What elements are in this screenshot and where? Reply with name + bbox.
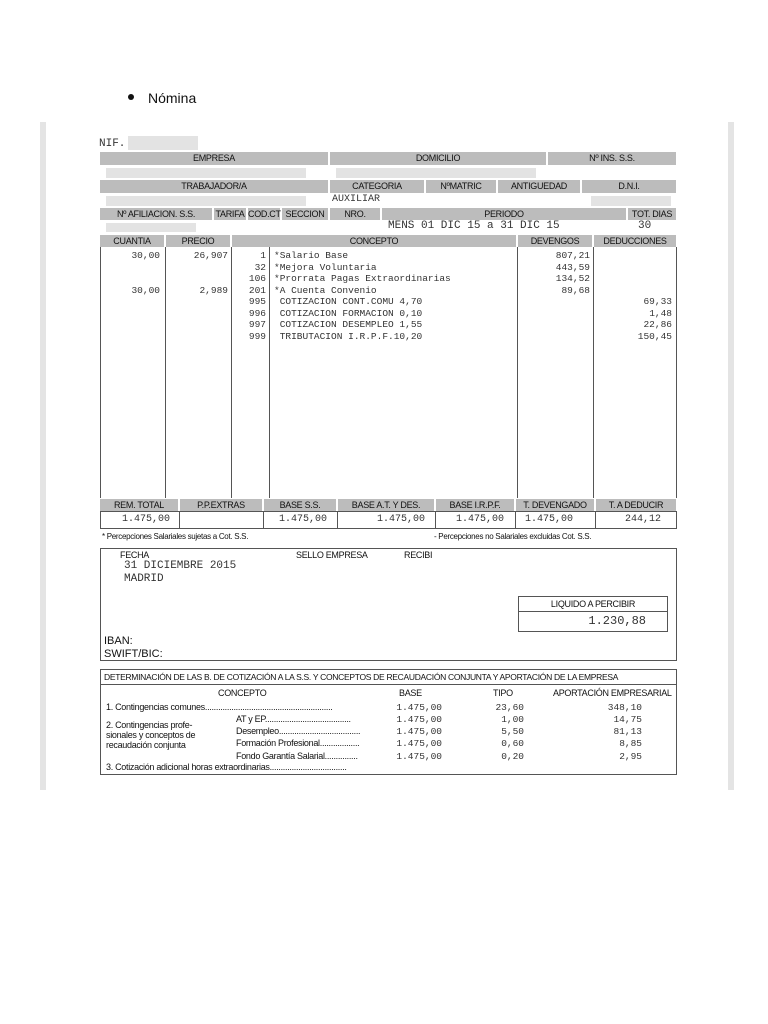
header-afiliacion: Nº AFILIACION. S.S. [100, 208, 212, 220]
row-cuantia: 30,00 [131, 284, 160, 296]
bullet-dot [128, 94, 134, 100]
header-tarifa: TARIFA [215, 209, 245, 219]
header-domicilio: DOMICILIO [330, 152, 546, 165]
tot-t-deducir: T. A DEDUCIR [596, 499, 676, 511]
table-row [100, 319, 677, 331]
header-matric: NºMATRIC [426, 180, 496, 193]
col-devengos: DEVENGOS [518, 235, 592, 247]
header-periodo: PERIODO [382, 208, 626, 220]
header-dni: D.N.I. [582, 180, 676, 193]
tot-pp-extras: P.P.EXTRAS [180, 499, 262, 511]
bullet-item [128, 90, 196, 106]
fecha-label: FECHA [120, 550, 150, 560]
table-row [100, 250, 677, 262]
row-concepto: *Mejora Voluntaria [274, 261, 377, 273]
recibi-label: RECIBI [404, 550, 433, 560]
payslip-scan [40, 122, 734, 790]
grid-line [435, 511, 436, 529]
cot-row-tipo: 0,20 [501, 751, 524, 762]
cot-item3: 3. Cotización adicional horas extraordinarias................................... [106, 762, 347, 772]
row-concepto: *Salario Base [274, 250, 349, 261]
grid-line [595, 511, 596, 529]
cot-row-base: 1.475,00 [396, 738, 442, 749]
row-concepto: *A Cuenta Convenio [274, 284, 377, 296]
cot-row-aport: 14,75 [613, 714, 642, 725]
row-devengos: 134,52 [555, 273, 590, 284]
grid-line [179, 511, 180, 529]
header-antiguedad: ANTIGUEDAD [498, 180, 580, 193]
col-precio: PRECIO [166, 235, 230, 247]
dni-redacted [591, 196, 671, 206]
tot-rem-total: REM. TOTAL [100, 499, 178, 511]
tot-base-irpf: BASE I.R.P.F. [436, 499, 514, 511]
tot-base-at: BASE A.T. Y DES. [338, 499, 434, 511]
liquido-value: 1.230,88 [588, 614, 646, 628]
cot-h-base: BASE [399, 688, 422, 698]
row-devengos: 89,68 [561, 284, 590, 296]
row-deducciones: 150,45 [637, 330, 672, 342]
header-categoria: CATEGORIA [330, 180, 424, 193]
row-deducciones: 22,86 [643, 319, 672, 330]
row-code: 997 [248, 319, 266, 330]
base-irpf-value: 1.475,00 [456, 514, 505, 525]
row-code: 201 [248, 284, 266, 296]
iban-label: IBAN: [104, 635, 133, 647]
cot-row-tipo: 0,60 [501, 738, 524, 749]
cot-sub-desempleo: Desempleo..................................... [236, 726, 361, 736]
cot-row-tipo: 5,50 [501, 726, 524, 737]
nif-label: NIF. [99, 138, 126, 150]
cot-row-base: 1.475,00 [396, 702, 442, 713]
note-no-salariales: - Percepciones no Salariales excluidas Cot. S.S. [434, 532, 592, 541]
table-row [100, 285, 677, 297]
cot-row-tipo: 1,00 [501, 714, 524, 725]
afiliacion-redacted [106, 223, 196, 232]
row-code: 1 [260, 250, 266, 261]
grid-line [515, 511, 516, 529]
table-row [100, 308, 677, 320]
cot-item2c: recaudación conjunta [106, 740, 186, 750]
grid-line [263, 511, 264, 529]
cot-sub-at: AT y EP....................................... [236, 714, 351, 724]
header-empresa: EMPRESA [100, 152, 328, 165]
domicilio-redacted [336, 168, 536, 178]
row-deducciones: 69,33 [643, 296, 672, 307]
rem-total-value: 1.475,00 [122, 514, 171, 525]
row-precio: 26,907 [193, 250, 228, 261]
row-code: 996 [248, 307, 266, 319]
row-code: 106 [248, 273, 266, 284]
col-cuantia: CUANTIA [100, 235, 164, 247]
periodo-value: MENS 01 DIC 15 a 31 DIC 15 [388, 220, 560, 232]
empresa-redacted [106, 168, 306, 178]
cot-h-aport: APORTACIÓN EMPRESARIAL [553, 688, 672, 698]
row-concepto: *Prorrata Pagas Extraordinarias [274, 273, 451, 284]
cot-row-aport: 8,85 [619, 738, 642, 749]
row-concepto: COTIZACION CONT.COMU 4,70 [274, 296, 423, 307]
cot-row-aport: 81,13 [613, 726, 642, 737]
row-deducciones: 1,48 [649, 307, 672, 319]
liquido-label: LIQUIDO A PERCIBIR [550, 599, 636, 609]
col-deducciones: DEDUCCIONES [594, 235, 676, 247]
row-code: 995 [248, 296, 266, 307]
cot-row-base: 1.475,00 [396, 726, 442, 737]
fecha-value: 31 DICIEMBRE 2015 [124, 560, 237, 572]
col-concepto: CONCEPTO [232, 235, 516, 247]
lugar-value: MADRID [124, 573, 164, 585]
row-cuantia: 30,00 [131, 250, 160, 261]
row-devengos: 443,59 [555, 261, 590, 273]
cot-h-tipo: TIPO [493, 688, 513, 698]
header-cod-ct: COD.CT [248, 209, 281, 219]
cot-item1: 1. Contingencias comunes.......................................................... [106, 702, 333, 712]
cot-h-concepto: CONCEPTO [218, 688, 267, 698]
header-ins-ss: Nº INS. S.S. [548, 152, 676, 165]
liquido-divider [518, 611, 668, 612]
t-devengado-value: 1.475,00 [525, 514, 574, 525]
row-concepto: TRIBUTACION I.R.P.F.10,20 [274, 330, 423, 342]
grid-line [337, 511, 338, 529]
table-row [100, 262, 677, 274]
sello-label: SELLO EMPRESA [296, 550, 368, 560]
table-row [100, 331, 677, 343]
t-deducir-value: 244,12 [625, 514, 662, 525]
base-at-value: 1.475,00 [377, 514, 426, 525]
cot-row-tipo: 23,60 [495, 702, 524, 713]
header-nro: NRO. [330, 208, 380, 220]
cot-sub-formacion: Formación Profesional.................. [236, 738, 360, 748]
table-row [100, 296, 677, 308]
row-concepto: COTIZACION FORMACION 0,10 [274, 307, 423, 319]
row-devengos: 807,21 [555, 250, 590, 261]
table-row [100, 273, 677, 285]
header-seccion: SECCION [282, 208, 328, 220]
row-concepto: COTIZACION DESEMPLEO 1,55 [274, 319, 423, 330]
tot-dias-value: 30 [638, 220, 652, 232]
trabajador-redacted [106, 196, 306, 206]
cotizacion-title: DETERMINACIÓN DE LAS B. DE COTIZACIÓN A LA S.S. Y CONCEPTOS DE RECAUDACIÓN CONJUNTA Y APORTACIÓN DE LA EMPRESA [104, 672, 619, 682]
cot-row-aport: 348,10 [607, 702, 642, 713]
row-code: 999 [248, 330, 266, 342]
cot-item2a: 2. Contingencias profe- [106, 720, 193, 730]
swift-label: SWIFT/BIC: [104, 648, 163, 660]
nif-redacted [128, 136, 198, 150]
tot-base-ss: BASE S.S. [264, 499, 336, 511]
cot-sub-fogasa: Fondo Garantía Salarial............... [236, 751, 358, 761]
bullet-text: Nómina [148, 90, 197, 106]
cot-row-base: 1.475,00 [396, 751, 442, 762]
header-trabajador: TRABAJADOR/A [100, 180, 328, 193]
row-code: 32 [254, 261, 266, 273]
cot-row-base: 1.475,00 [396, 714, 442, 725]
note-salariales: * Percepciones Salariales sujetas a Cot. S.S. [102, 532, 249, 541]
row-precio: 2,989 [199, 284, 228, 296]
line-items [100, 250, 677, 342]
tot-t-devengado: T. DEVENGADO [516, 499, 594, 511]
base-ss-value: 1.475,00 [279, 514, 328, 525]
cot-item2b: sionales y conceptos de [106, 730, 196, 740]
cot-row-aport: 2,95 [619, 751, 642, 762]
categoria-value: AUXILIAR [332, 194, 381, 205]
cotizacion-divider [100, 684, 677, 685]
header-tot-dias: TOT. DIAS [628, 208, 676, 220]
